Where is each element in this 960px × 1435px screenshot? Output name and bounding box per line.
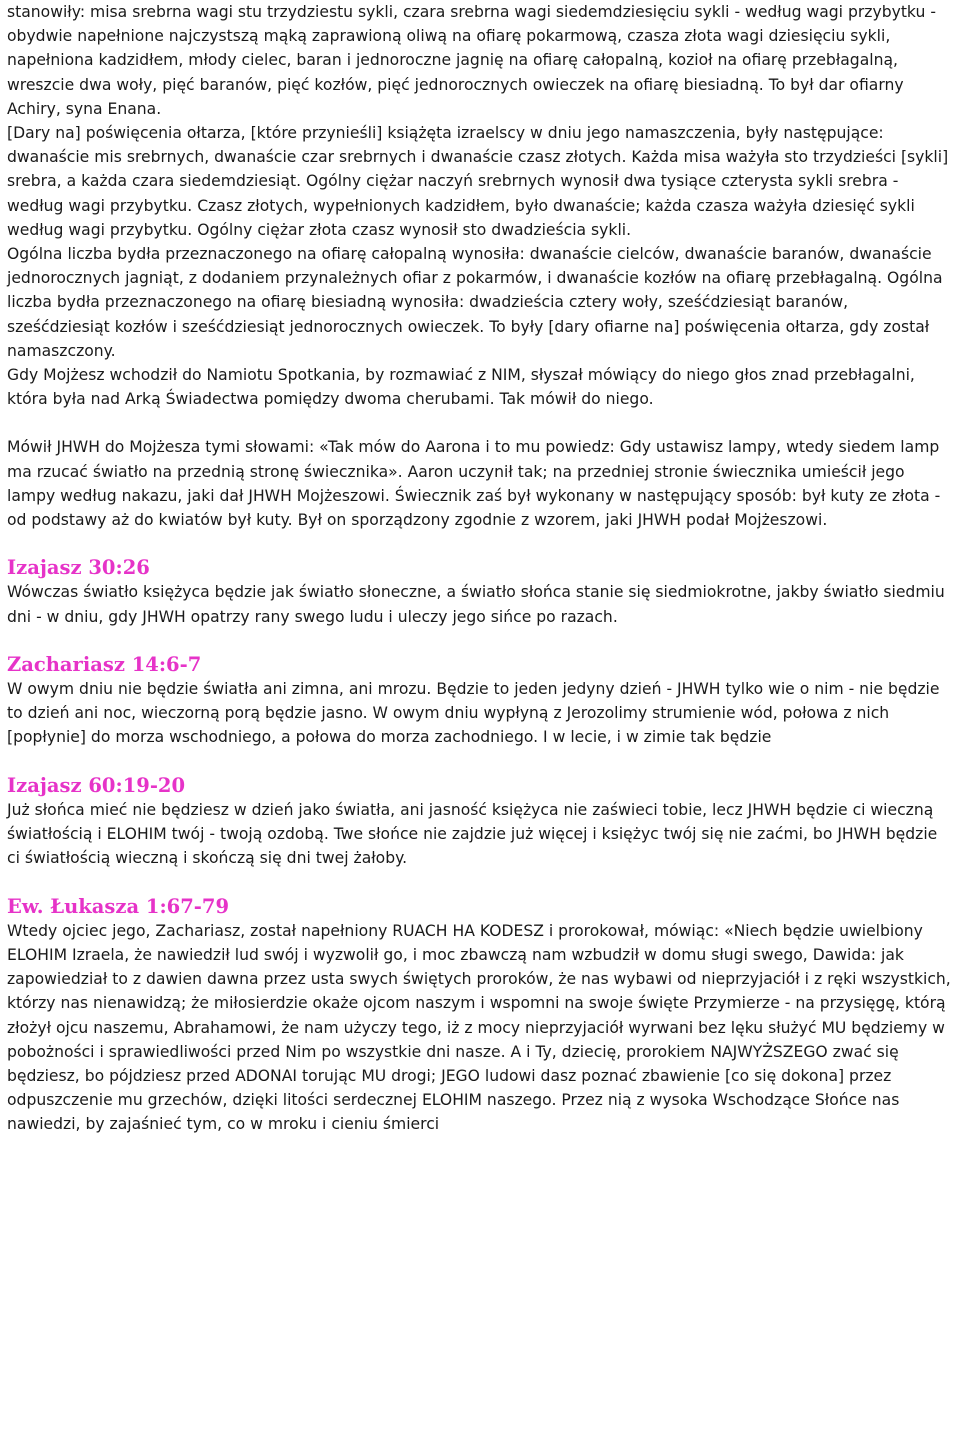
heading-zachariasz-14-6-7: Zachariasz 14:6-7	[7, 652, 202, 676]
heading-izajasz-30-26: Izajasz 30:26	[7, 556, 150, 580]
heading-lukasza-1-67-79: Ew. Łukasza 1:67-79	[7, 894, 230, 918]
paragraph-altar-dedication: [Dary na] poświęcenia ołtarza, [które przynieśli] książęta izraelscy w dniu jego namaszczenia, były następujące: dwanaście mis srebrnych, dwanaście czar srebrnych i dwanaście czasz złotych. Każda misa ważyła sto trzydzieści [sykli] srebra, a każda czara siedemdziesiąt. Ogólny ciężar naczyń srebrnych wynosił dwa tysiące czterysta sykli srebra - według wagi przybytku. Czasz złotych, wypełnionych kadzidłem, było dwanaście; każda czasza ważyła dziesięć sykli według wagi przybytku. Ogólny ciężar złota czasz wynosił sto dwadzieścia sykli.	[7, 124, 949, 239]
document-page	[7, 0, 955, 1137]
paragraph-spacer	[7, 871, 955, 895]
paragraph-izajasz-60-19-20: Już słońca mieć nie będziesz w dzień jako światła, ani jasność księżyca nie zaświeci tobie, lecz JHWH będzie ci wieczną światłością i ELOHIM twój - twoją ozdobą. Twe słońce nie zajdzie już więcej i księżyc twój się nie zaćmi, bo JHWH będzie ci światłością wieczną i skończą się dni twej żałoby.	[7, 800, 938, 868]
paragraph-cattle-count: Ogólna liczba bydła przeznaczonego na ofiarę całopalną wynosiła: dwanaście cielców, dwanaście baranów, dwanaście jednorocznych jagniąt, z dodaniem przynależnych ofiar z pokarmów, i dwanaście kozłów na ofiarę przebłagalną. Ogólna liczba bydła przeznaczonego na ofiarę biesiadną wynosiła: dwadzieścia cztery woły, sześćdziesiąt baranów, sześćdziesiąt kozłów i sześćdziesiąt jednorocznych owieczek. To były [dary ofiarne na] poświęcenia ołtarza, gdy został namaszczony.	[7, 245, 943, 360]
paragraph-izajasz-30-26: Wówczas światło księżyca będzie jak światło słoneczne, a światło słońca stanie się siedmiokrotne, jakby światło siedmiu dni - w dniu, gdy JHWH opatrzy rany swego ludu i uleczy jego sińce po razach.	[7, 583, 945, 626]
paragraph-moses-tent: Gdy Mojżesz wchodził do Namiotu Spotkania, by rozmawiać z NIM, słyszał mówiący do niego głos znad przebłagalni, która była nad Arką Świadectwa pomiędzy dwoma cherubami. Tak mówił do niego.	[7, 366, 915, 409]
paragraph-zachariasz-14-6-7: W owym dniu nie będzie światła ani zimna, ani mrozu. Będzie to jeden jedyny dzień - JHWH tylko wie o nim - nie będzie to dzień ani noc, wieczorną porą będzie jasno. W owym dniu wypłyną z Jerozolimy strumienie wód, połowa z nich [popłynie] do morza wschodniego, a połowa do morza zachodniego. I w lecie, i w zimie tak będzie	[7, 680, 940, 747]
paragraph-spacer	[7, 629, 955, 653]
paragraph-lukasza-1-67-79: Wtedy ojciec jego, Zachariasz, został napełniony RUACH HA KODESZ i prorokował, mówiąc: «Niech będzie uwielbiony ELOHIM Izraela, że nawiedził lud swój i wyzwolił go, i moc zbawczą nam wzbudził w domu sługi swego, Dawida: jak zapowiedział to z dawien dawna przez usta swych świętych proroków, że nas wybawi od nieprzyjaciół i z ręki wszystkich, którzy nas nienawidzą; że miłosierdzie okaże ojcom naszym i wspomni na swoje święte Przymierze - na przysięgę, którą złożył ojcu naszemu, Abrahamowi, że nam użyczy tego, iż z mocy nieprzyjaciół wyrwani bez lęku służyć MU będziemy w pobożności i sprawiedliwości przed Nim po wszystkie dni nasze. A i Ty, dziecię, prorokiem NAJWYŻSZEGO zwać się będziesz, bo pójdziesz przed ADONAI torując MU drogi; JEGO ludowi dasz poznać zbawienie [co się dokona] przez odpuszczenie mu grzechów, dzięki litości serdecznej ELOHIM naszego. Przez nią z wysoka Wschodzące Słońce nas nawiedzi, by zajaśnieć tym, co w mroku i cieniu śmierci	[7, 921, 951, 1134]
heading-izajasz-60-19-20: Izajasz 60:19-20	[7, 773, 186, 797]
paragraph-spacer	[7, 411, 955, 435]
paragraph-menorah: Mówił JHWH do Mojżesza tymi słowami: «Tak mów do Aarona i to mu powiedz: Gdy ustawisz lampy, wtedy siedem lamp ma rzucać światło na przednią stronę świecznika». Aaron uczynił tak; na przedniej stronie świecznika umieścił jego lampy według nakazu, jaki dał JHWH Mojżeszowi. Świecznik zaś był wykonany w następujący sposób: był kuty ze złota - od podstawy aż do kwiatów był kuty. Był on sporządzony zgodnie z wzorem, jaki JHWH podał Mojżeszowi.	[7, 438, 941, 530]
paragraph-spacer	[7, 750, 955, 774]
paragraph-offering-achiry: stanowiły: misa srebrna wagi stu trzydziestu sykli, czara srebrna wagi siedemdziesięciu sykli - według wagi przybytku - obydwie napełnione najczystszą mąką zaprawioną oliwą na ofiarę pokarmową, czasza złota wagi dziesięciu sykli, napełniona kadzidłem, młody cielec, baran i jednoroczne jagnię na ofiarę całopalną, kozioł na ofiarę przebłagalną, wreszcie dwa woły, pięć baranów, pięć kozłów, pięć jednorocznych owieczek na ofiarę biesiadną. To był dar ofiarny Achiry, syna Enana.	[7, 3, 936, 118]
paragraph-spacer	[7, 532, 955, 556]
